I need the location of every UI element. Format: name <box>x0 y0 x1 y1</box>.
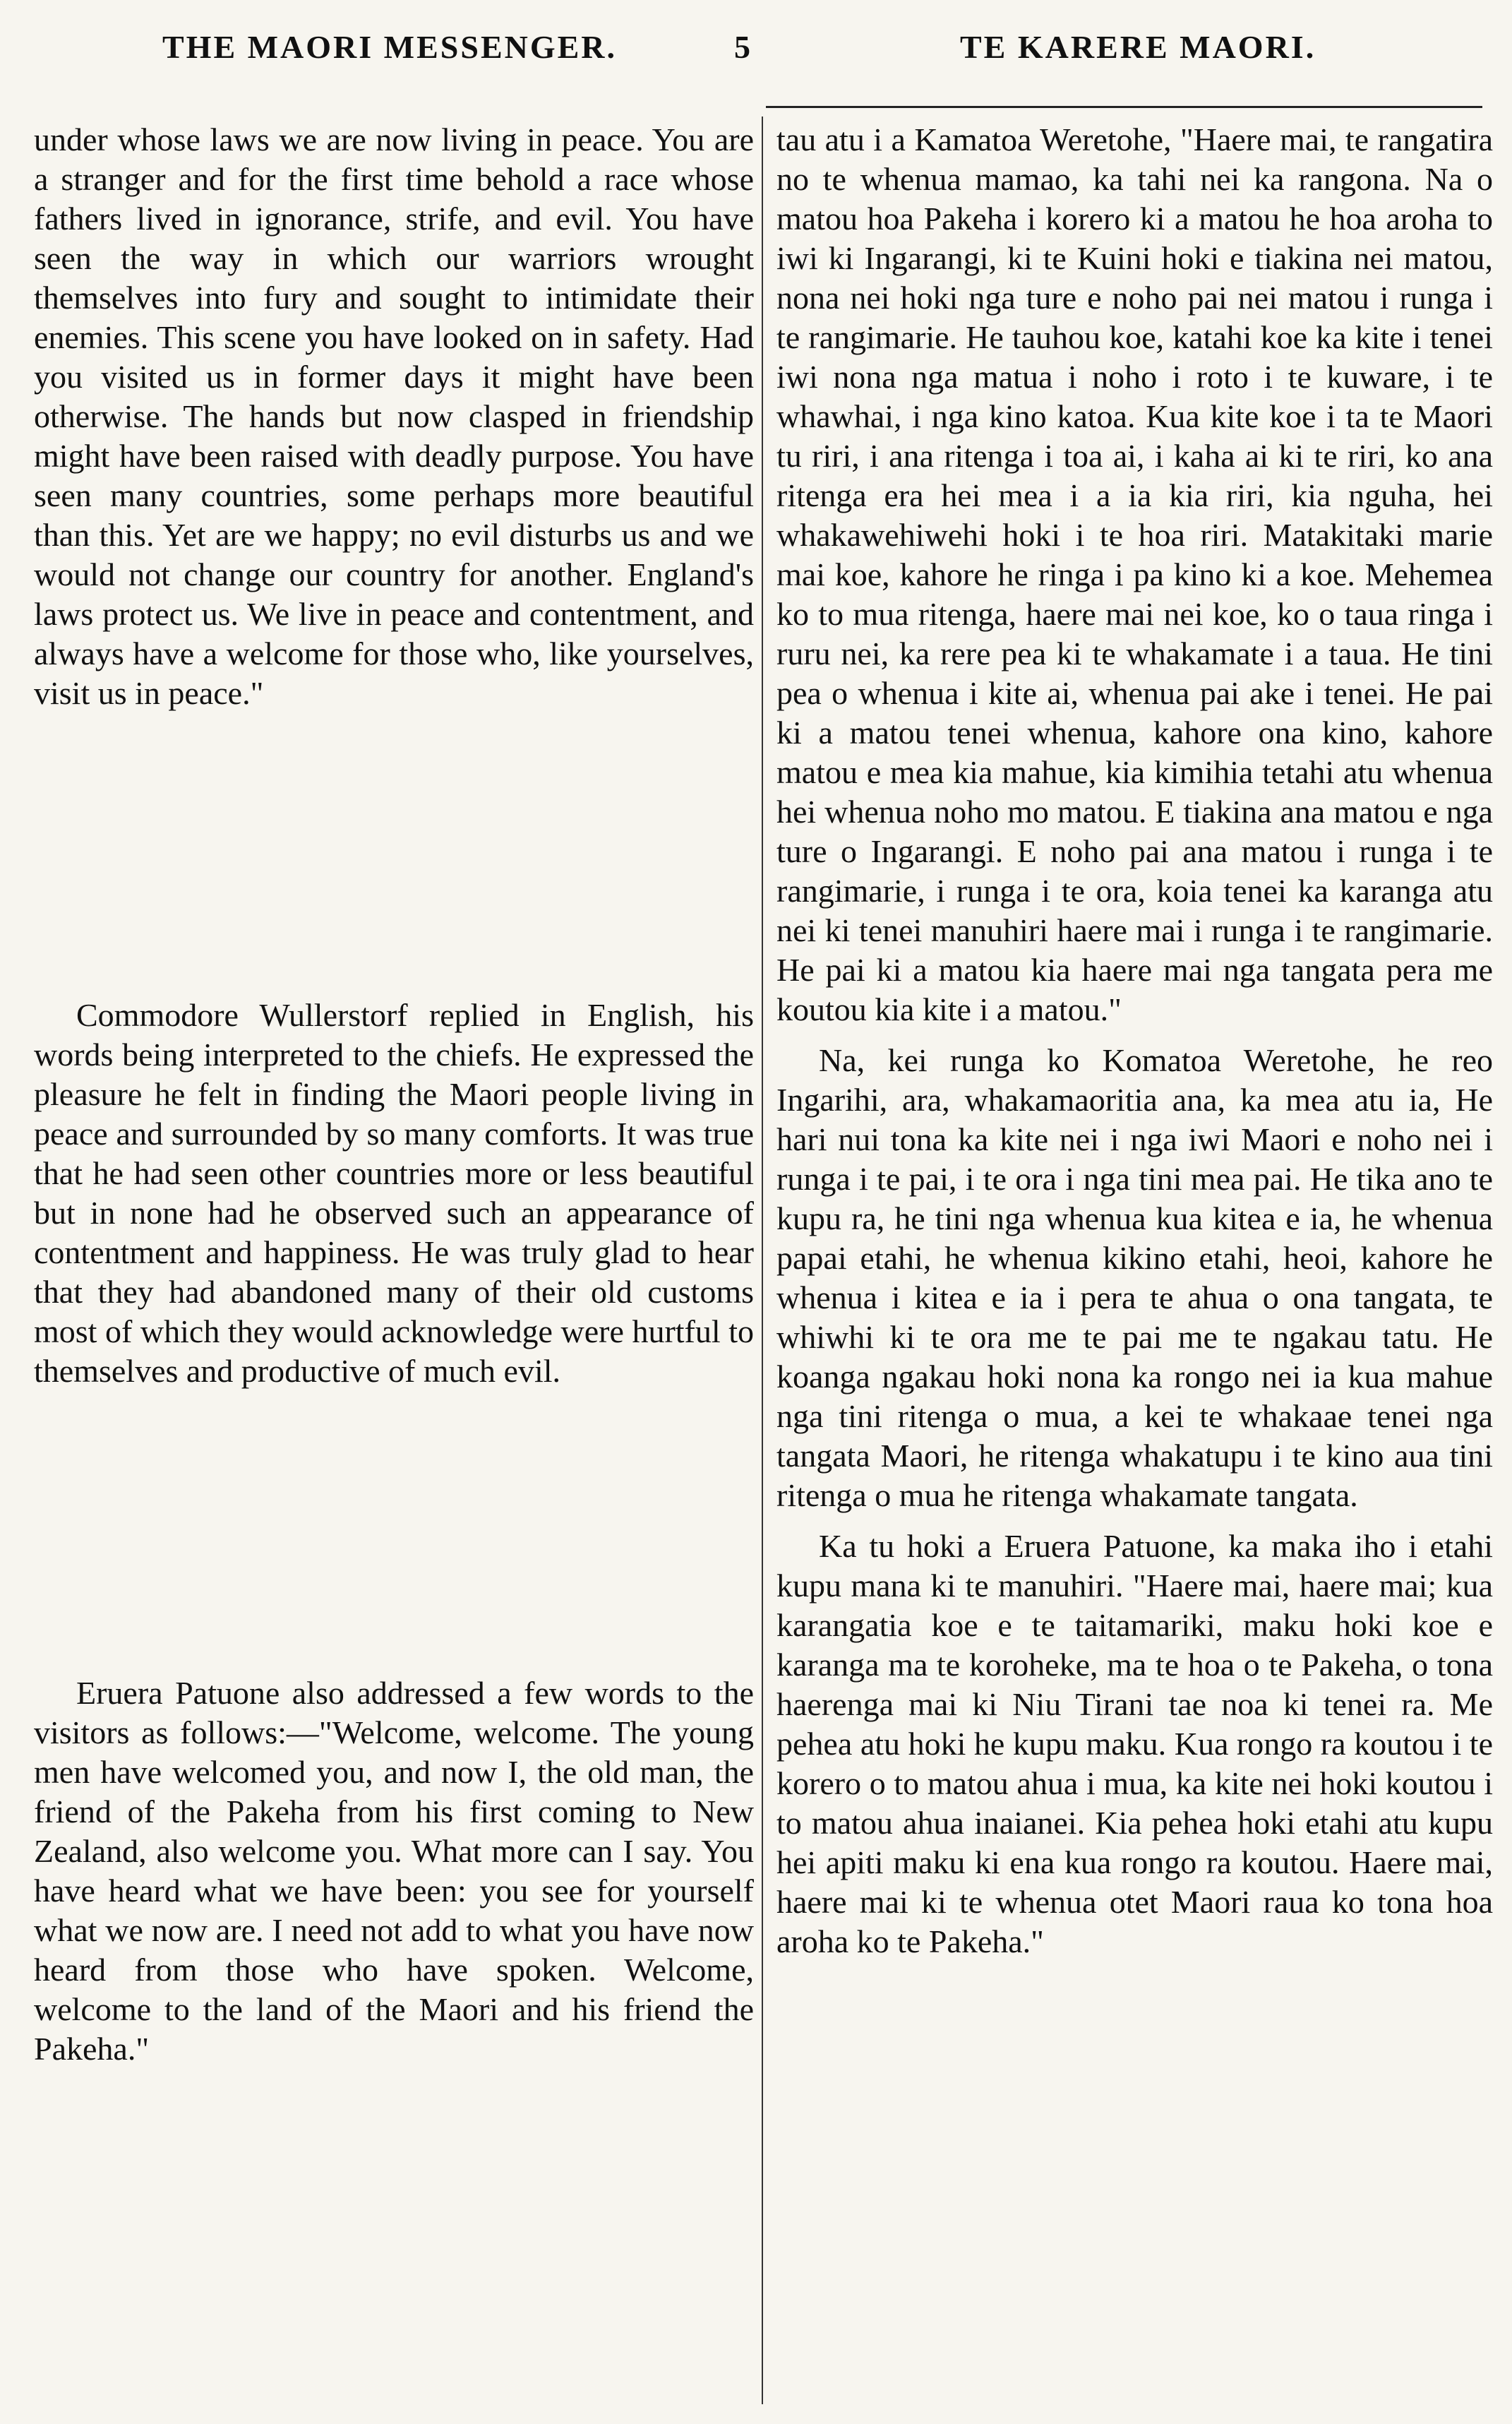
english-paragraph-1: under whose laws we are now living in peace. You are a stranger and for the first time behold a race whose fathers lived in ignorance, strife, and evil. You have seen the way in which our warriors wrought themselves into fury and sought to intimidate their enemies. This scene you have looked on in safety. Had you visited us in former days it might have been otherwise. The hands but now clasped in friendship might have been raised with deadly purpose. You have seen many countries, some perhaps more beautiful than this. Yet are we happy; no evil disturbs us and we would not change our country for another. England's laws protect us. We live in peace and contentment, and always have a welcome for those who, like yourselves, visit us in peace." <box>34 121 754 711</box>
english-paragraph-3: Eruera Patuone also addressed a few words to the visitors as follows:—"Welcome, welcome. The young men have welcomed you, and now I, the old man, the friend of the Pakeha from his first coming to New Zealand, also welcome you. What more can I say. You have heard what we have been: you see for yourself what we now are. I need not add to what you have now heard from those who have spoken. Welcome, welcome to the land of the Maori and his friend the Pakeha." <box>34 1675 754 2067</box>
header-rule <box>766 106 1482 108</box>
header-english-title: THE MAORI MESSENGER. <box>162 29 618 65</box>
header-maori-title: TE KARERE MAORI. <box>960 29 1316 65</box>
maori-column <box>776 120 1493 1962</box>
maori-paragraph-2: Na, kei runga ko Komatoa Weretohe, he reo Ingarihi, ara, whakamaoritia ana, ka mea atu ia, He hari nui tona ka kite nei i nga iwi Maori e noho nei i runga i te pai, i te ora i nga tini mea pai. He tika ano te kupu ra, he tini nga whenua kua kitea e ia, he whenua papai etahi, he whenua kikino etahi, heoi, kahore he whenua i kitea e ia i pera te ahua o ona tangata, te whiwhi ki te ora me te pai me te ngakau tatu. He koanga ngakau hoki nona ka rongo nei ia kua mahue nga tini ritenga o mua, a kei te whakaae tenei nga tangata Maori, he ritenga whakatupu i te kino aua tini ritenga o mua he ritenga whakamate tangata. <box>776 1042 1493 1513</box>
maori-paragraph-1: tau atu i a Kamatoa Weretohe, "Haere mai, te rangatira no te whenua mamao, ka tahi nei ka rangona. Na o matou hoa Pakeha i korero ki a matou he hoa aroha to iwi ki Ingarangi, ki te Kuini hoki e tiakina nei matou, nona nei hoki nga ture e noho pai nei matou i runga i te rangimarie. He tauhou koe, katahi koe ka kite i tenei iwi nona nga matua i noho i roto i te kuware, i te whawhai, i nga kino katoa. Kua kite koe i ta te Maori tu riri, i ana ritenga i toa ai, i kaha ai ki te riri, ko ana ritenga era hei mea i a ia kia riri, kia nguha, hei whakawehiwehi hoki i te hoa riri. Matakitaki marie mai koe, kahore he ringa i pa kino ki a koe. Mehemea ko to mua ritenga, haere mai nei koe, ko o taua ringa i ruru nei, ka rere pea ki te whakamate i a taua. He tini pea o whenua i kite ai, whenua pai ake i tenei. He pai ki a matou tenei whenua, kahore ona kino, kahore matou e mea kia mahue, kia kimihia tetahi atu whenua hei whenua noho mo matou. E tiakina ana matou e nga ture o Ingarangi. E noho pai ana matou i runga i te rangimarie, i runga i te ora, koia tenei ka karanga atu nei ki tenei manuhiri haere mai i runga i te rangimarie. He pai ki a matou kia haere mai nga tangata pera me koutou kia kite i a matou." <box>776 121 1493 1027</box>
maori-paragraph-3: Ka tu hoki a Eruera Patuone, ka maka iho i etahi kupu mana ki te manuhiri. "Haere mai, haere mai; kua karangatia koe e te taitamariki, maku hoki koe e karanga ma te koroheke, ma te hoa o te Pakeha, o tona haerenga mai ki Niu Tirani tae noa ki tenei ra. Me pehea atu hoki he kupu maku. Kua rongo ra koutou i te korero o to matou ahua i mua, ka kite nei hoki koutou i to matou ahua inaianei. Kia pehea hoki etahi atu kupu hei apiti maku ki ena kua rongo ra koutou. Haere mai, haere mai ki te whenua otet Maori raua ko tona hoa aroha ko te Pakeha." <box>776 1528 1493 1959</box>
column-divider <box>762 117 763 2404</box>
english-column <box>34 120 754 2069</box>
page-number: 5 <box>734 29 752 65</box>
english-paragraph-2: Commodore Wullerstorf replied in English, his words being interpreted to the chiefs. He expressed the pleasure he felt in finding the Maori people living in peace and surrounded by so many comforts. It was true that he had seen other countries more or less beautiful but in none had he observed such an appearance of contentment and happiness. He was truly glad to hear that they had abandoned many of their old customs most of which they would acknowledge were hurtful to themselves and productive of much evil. <box>34 997 754 1389</box>
page-header <box>0 0 1512 106</box>
